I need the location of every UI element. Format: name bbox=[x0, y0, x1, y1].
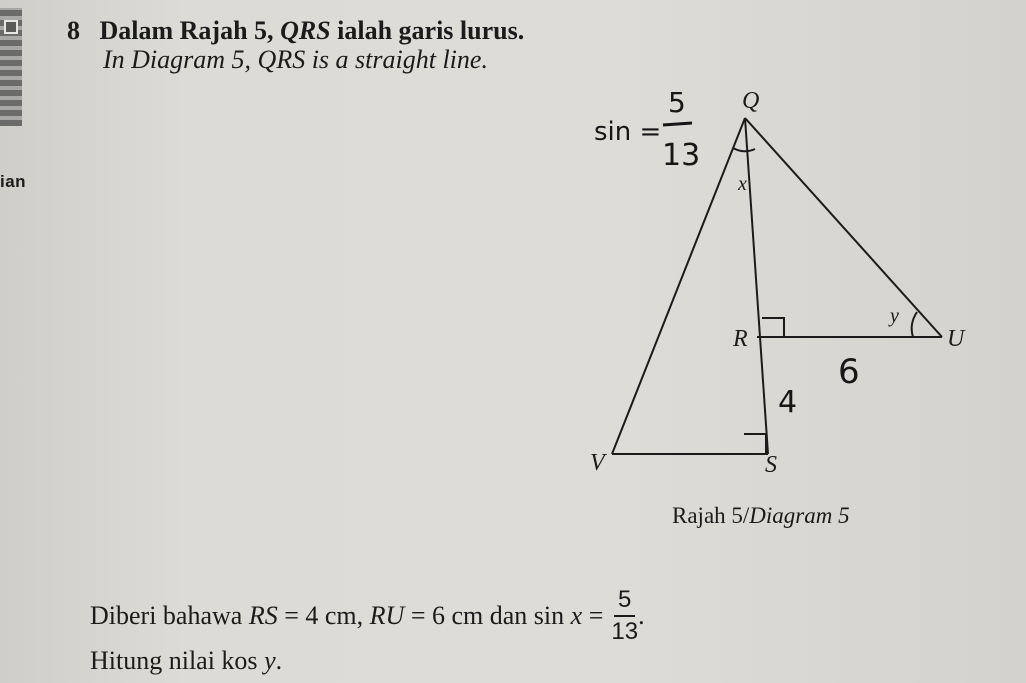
side-tab-text: ian bbox=[0, 172, 27, 191]
angle-arc-y bbox=[912, 312, 917, 337]
ask-prefix: Hitung nilai kos bbox=[90, 646, 258, 675]
question-english: In Diagram 5, QRS is a straight line. bbox=[103, 45, 488, 74]
question-malay-prefix: Dalam Rajah 5, bbox=[99, 16, 274, 45]
handwritten-sin-note bbox=[594, 86, 700, 173]
caption-malay: Rajah 5/ bbox=[672, 503, 750, 528]
given-x: x bbox=[570, 601, 583, 630]
given-fraction bbox=[611, 588, 638, 644]
question-ask bbox=[90, 646, 282, 676]
handwritten-ru-value: 6 bbox=[838, 352, 860, 392]
given-ru-value: = 6 cm dan sin bbox=[410, 601, 565, 630]
given-ru: RU bbox=[369, 601, 405, 630]
line-qs bbox=[745, 118, 768, 454]
right-angle-r bbox=[762, 318, 784, 337]
angle-label-x: x bbox=[738, 173, 747, 195]
ask-var: y bbox=[264, 646, 276, 675]
angle-arc-x bbox=[733, 148, 755, 151]
point-label-v: V bbox=[590, 450, 605, 476]
question-malay-suffix: ialah garis lurus. bbox=[337, 16, 525, 45]
ask-end: . bbox=[275, 646, 283, 675]
point-label-q: Q bbox=[742, 88, 760, 114]
handwritten-rs-value: 4 bbox=[778, 385, 798, 420]
angle-label-y: y bbox=[890, 305, 899, 327]
question-number: 8 bbox=[67, 16, 80, 45]
diagram-caption bbox=[672, 503, 850, 529]
given-statement bbox=[90, 588, 645, 644]
given-eq: = bbox=[588, 601, 604, 630]
caption-english: Diagram 5 bbox=[749, 503, 850, 528]
fraction-numerator: 5 bbox=[614, 588, 635, 617]
point-label-s: S bbox=[765, 452, 777, 478]
line-qu bbox=[745, 118, 942, 337]
question-malay-var: QRS bbox=[280, 16, 331, 45]
point-label-r: R bbox=[733, 326, 748, 352]
given-rs-value: = 4 cm, bbox=[284, 601, 364, 630]
given-rs: RS bbox=[248, 601, 278, 630]
given-prefix: Diberi bahawa bbox=[90, 601, 243, 630]
handwritten-sin-denominator: 13 bbox=[662, 138, 701, 173]
fraction-denominator: 13 bbox=[611, 618, 639, 645]
handwritten-sin-prefix: sin = bbox=[594, 117, 662, 147]
right-angle-s bbox=[744, 434, 766, 454]
handwritten-sin-numerator: 5 bbox=[668, 86, 686, 119]
point-label-u: U bbox=[947, 326, 965, 352]
given-end: . bbox=[638, 601, 645, 630]
